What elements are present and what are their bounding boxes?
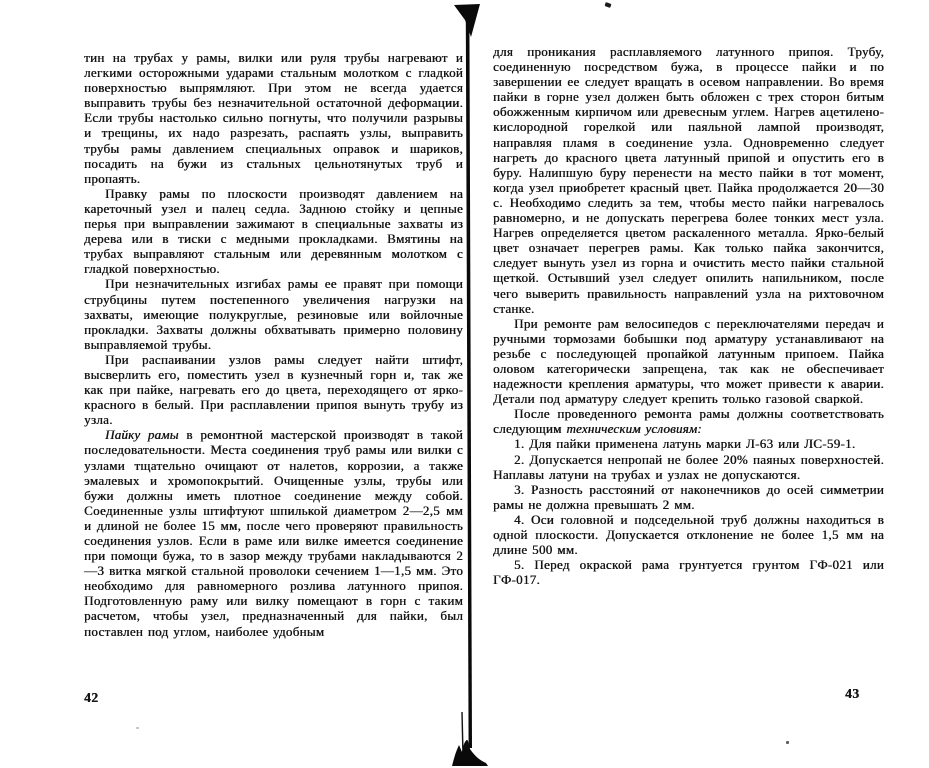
italic-text-run: Пайку рамы xyxy=(105,427,179,443)
paragraph xyxy=(84,276,463,351)
paragraph xyxy=(493,436,884,451)
text-run: При распаивании узлов рамы следует найти штифт, высверлить его, поместить узел в кузнечный горн и, так же как при пайке, нагревать его до цвета, переходящего от ярко-красного в белый. При расплавлении припоя вынуть трубу из узла. xyxy=(84,351,463,428)
right-page-text xyxy=(493,44,884,587)
page-number-right: 43 xyxy=(845,686,860,701)
text-run: 5. Перед окраской рама грунтуется грунтом ГФ-021 или ГФ-017. xyxy=(493,557,884,588)
paragraph xyxy=(493,557,884,587)
paragraph xyxy=(493,44,884,316)
gutter-bottom-blot xyxy=(452,740,488,766)
paragraph xyxy=(493,452,884,482)
text-run: для проникания расплавляемого латунного припоя. Трубу, соединенную посредством бужа, в процессе пайки и по завершении ее следует вращать в осевом направлении. Во время пайки в горне узел должен быть обложен с трех сторон битым обожженным кирпичом или древесным углем. Нагрев ацетилено-кислородной горелкой или паяльной лампой производят, направляя пламя в соединение узла. Одновременно следует нагреть до красного цвета латунный припой и опустить его в буру. Налипшую буру перенести на место пайки в тот момент, когда узел приобретет красный цвет. Пайка продолжается 20—30 с. Необходимо следить за тем, чтобы место пайки нагревалось равномерно, и не допускать перегрева более тонких мест узла. Нагрев определяется цветом раскаленного металла. Ярко-белый цвет означает перегрев рамы. Как только пайка закончится, следует вынуть узел из горна и очистить место пайки стальной щеткой. Остывший узел следует опилить напильником, после чего выверить правильность направлений узла на рихтовочном станке. xyxy=(493,44,884,316)
text-run: При ремонте рам велосипедов с переключателями передач и ручными тормозами бобышки под арматуру устанавливают на резьбе с последующей пропайкой латунным припоем. Пайка оловом категорически запрещена, так как не обеспечивает надежности крепления арматуры, что может привести к аварии. Детали под арматуру следует крепить только газовой сваркой. xyxy=(493,315,884,407)
paragraph xyxy=(493,512,884,557)
left-page-text xyxy=(84,50,463,639)
gutter-line xyxy=(466,20,472,748)
text-run: 3. Разность расстояний от наконечников до осей симметрии рамы не должна превышать 2 мм. xyxy=(493,481,884,512)
gutter-secondary-line xyxy=(461,712,463,753)
paragraph xyxy=(84,186,463,277)
ink-speck xyxy=(786,741,789,744)
text-run: После проведенного ремонта рамы должны соответствовать следующим xyxy=(493,406,884,437)
page-number-left: 42 xyxy=(84,690,99,705)
text-run: При незначительных изгибах рамы ее правят при помощи струбцины путем постепенного увеличения нагрузки на захваты, имеющие полукруглые, резиновые или войлочные прокладки. Захваты должны обхватывать примерно половину выправляемой трубы. xyxy=(84,276,463,352)
text-run: тин на трубах у рамы, вилки или руля трубы нагревают и легкими осторожными ударами стальным молотком с гладкой поверхностью выпрямляют. При этом не всегда удается выправить трубы без незначительной остаточной деформации. Если трубы настолько сильно погнуты, что получили разрывы и трещины, их надо разрезать, распаять узлы, выправить трубы рамы давлением специальных оправок и шариков, посадить на бужи из стальных цельнотянутых труб и пропаять. xyxy=(84,50,463,186)
paragraph xyxy=(84,427,463,638)
paragraph xyxy=(493,316,884,407)
ink-speck xyxy=(136,727,139,729)
paragraph xyxy=(493,406,884,436)
ink-speck xyxy=(604,2,611,8)
paragraph xyxy=(84,352,463,427)
text-run: 1. Для пайки применена латунь марки Л-63 или ЛС-59-1. xyxy=(514,436,856,452)
gutter-top-fold xyxy=(454,4,480,37)
paragraph xyxy=(493,482,884,512)
text-run: 4. Оси головной и подседельной труб должны находиться в одной плоскости. Допускается отклонение не более 1,5 мм на длине 500 мм. xyxy=(493,511,884,558)
paragraph xyxy=(84,50,463,186)
text-run: Правку рамы по плоскости производят давлением на кареточный узел и палец седла. Заднюю стойку и цепные перья при выправлении зажимают в специальные захваты из дерева или в тиски с медными прокладками. Вмятины на трубах выправляют стальным или деревянным молотком с гладкой поверхностью. xyxy=(84,185,463,277)
italic-text-run: техническим условиям: xyxy=(566,421,702,437)
text-run: в ремонтной мастерской производят в такой последовательности. Места соединения труб рамы или вилки с узлами тщательно очищают от налетов, коррозии, а также эмалевых и хромопокрытий. Очищенные узлы, трубы или бужи должны иметь плотное соединение между собой. Соединенные узлы штифтуют шпилькой диаметром 2—2,5 мм и длиной не более 15 мм, после чего проверяют правильность соединения узлов. Если в раме или вилке имеется соединение при помощи бужа, то в зазор между трубами накладываются 2—3 витка мягкой стальной проволоки сечением 1—1,5 мм. Это необходимо для равномерного розлива латунного припоя. Подготовленную раму или вилку помещают в горн с таким расчетом, чтобы узел, предназначенный для пайки, был поставлен под углом, наиболее удобным xyxy=(84,427,463,639)
text-run: 2. Допускается непропай не более 20% паяных поверхностей. Наплавы латуни на трубах и узлах не допускаются. xyxy=(493,451,884,482)
